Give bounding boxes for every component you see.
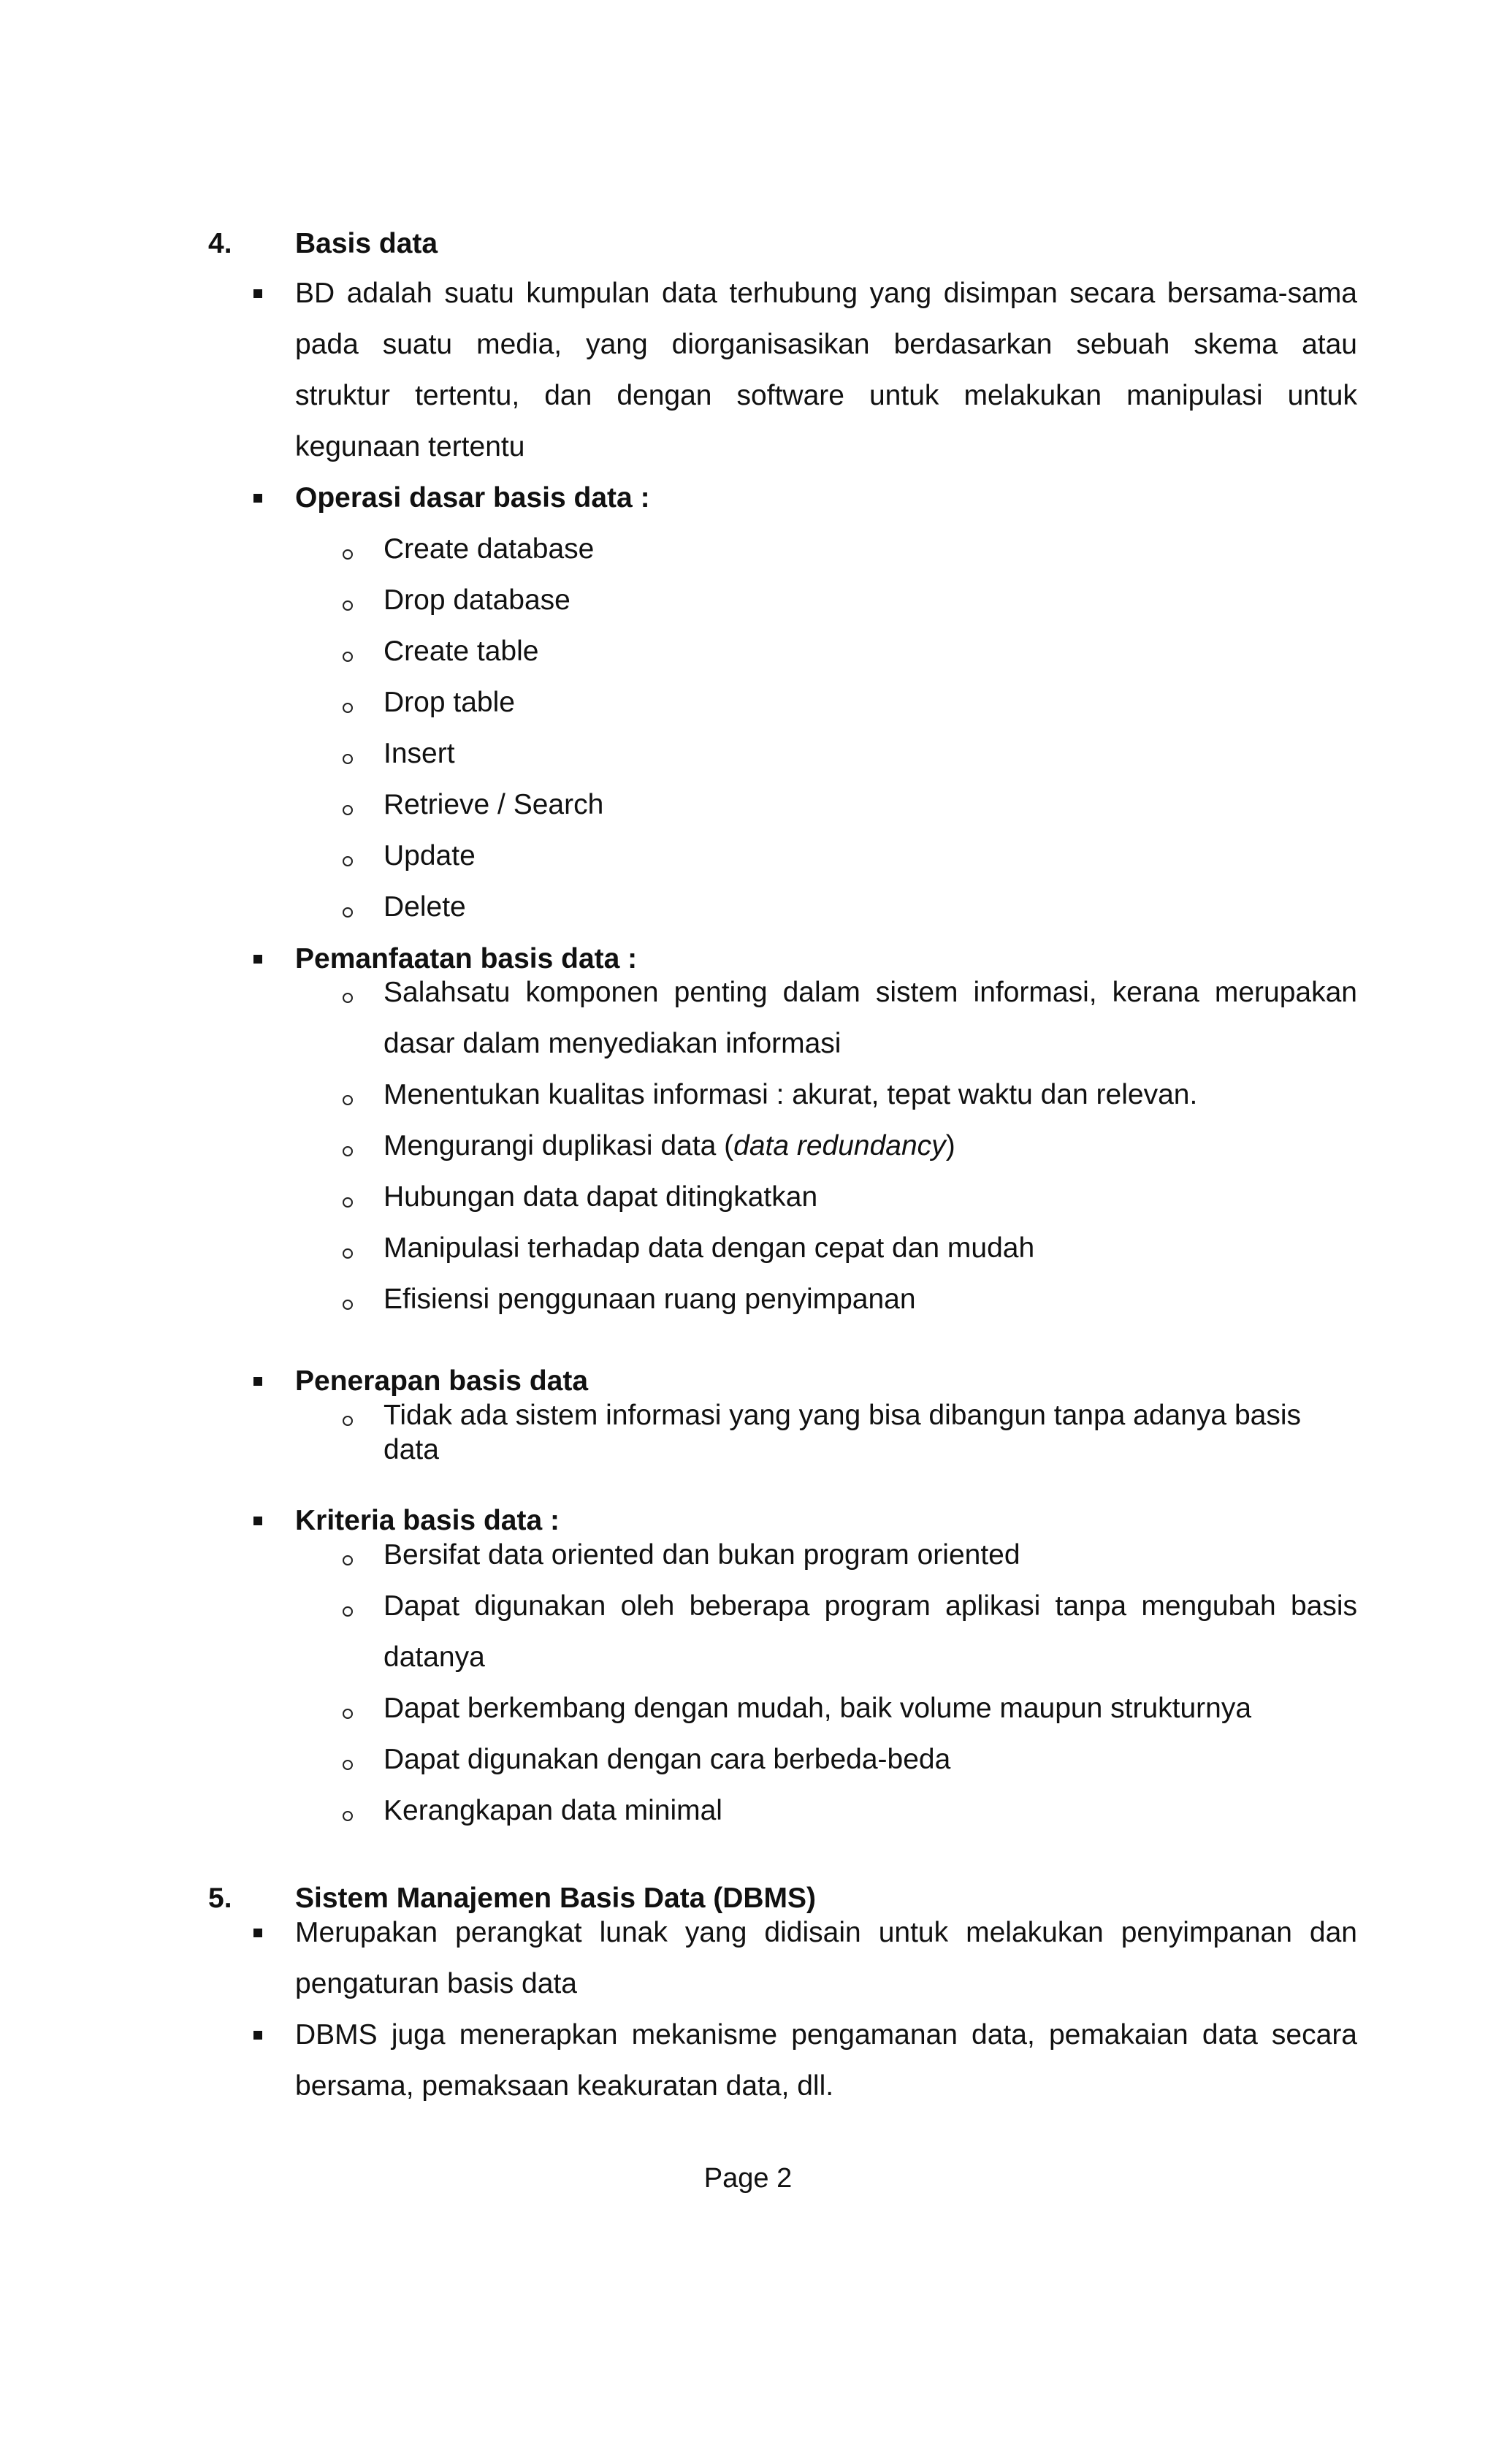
circle-bullet-icon <box>343 1555 353 1565</box>
dbms-item-1-line-1: Merupakan perangkat lunak yang didisain untuk melakukan penyimpanan dan <box>295 1917 1357 1948</box>
square-bullet-icon <box>253 494 262 503</box>
definition-line-2: pada suatu media, yang diorganisasikan berdasarkan sebuah skema atau <box>295 329 1357 360</box>
pemanfaatan-item-1-line-1: Salahsatu komponen penting dalam sistem informasi, kerana merupakan <box>383 977 1357 1008</box>
pemanfaatan-title: Pemanfaatan basis data : <box>295 943 638 974</box>
definition-line-3: struktur tertentu, dan dengan software untuk melakukan manipulasi untuk <box>295 380 1357 411</box>
circle-bullet-icon <box>343 1811 353 1821</box>
circle-bullet-icon <box>343 1416 353 1426</box>
circle-bullet-icon <box>343 993 353 1003</box>
pemanfaatan-item-3-suffix: ) <box>945 1130 955 1162</box>
circle-bullet-icon <box>343 805 353 815</box>
circle-bullet-icon <box>343 1606 353 1617</box>
circle-bullet-icon <box>343 1709 353 1719</box>
penerapan-item-1-line-2: data <box>383 1434 439 1465</box>
circle-bullet-icon <box>343 1146 353 1156</box>
operasi-item: Delete <box>383 891 466 923</box>
operasi-item: Drop database <box>383 584 570 616</box>
square-bullet-icon <box>253 1377 262 1386</box>
circle-bullet-icon <box>343 907 353 918</box>
circle-bullet-icon <box>343 1197 353 1208</box>
pemanfaatan-item-3-prefix: Mengurangi duplikasi data ( <box>383 1130 734 1162</box>
pemanfaatan-item-2: Menentukan kualitas informasi : akurat, tepat waktu dan relevan. <box>383 1079 1198 1110</box>
definition-line-1: BD adalah suatu kumpulan data terhubung yang disimpan secara bersama-sama <box>295 278 1357 309</box>
square-bullet-icon <box>253 289 262 298</box>
pemanfaatan-item-5: Manipulasi terhadap data dengan cepat dan mudah <box>383 1232 1035 1264</box>
dbms-item-2-line-1: DBMS juga menerapkan mekanisme pengamanan data, pemakaian data secara <box>295 2019 1357 2051</box>
operasi-item: Create database <box>383 533 595 565</box>
section-4-title: Basis data <box>295 228 438 259</box>
square-bullet-icon <box>253 1929 262 1937</box>
definition-line-4: kegunaan tertentu <box>295 431 525 462</box>
circle-bullet-icon <box>343 600 353 611</box>
operasi-item: Insert <box>383 738 455 769</box>
kriteria-item-5: Kerangkapan data minimal <box>383 1795 722 1826</box>
kriteria-item-2-line-2: datanya <box>383 1641 485 1673</box>
section-4-number: 4. <box>208 228 232 259</box>
pemanfaatan-item-3-italic: data redundancy <box>733 1130 946 1162</box>
page-number: Page 2 <box>703 2163 793 2194</box>
operasi-title: Operasi dasar basis data : <box>295 482 650 514</box>
penerapan-title: Penerapan basis data <box>295 1365 589 1397</box>
circle-bullet-icon <box>343 856 353 866</box>
operasi-item: Update <box>383 840 476 871</box>
circle-bullet-icon <box>343 1095 353 1105</box>
kriteria-title: Kriteria basis data : <box>295 1505 560 1536</box>
section-5-number: 5. <box>208 1883 232 1914</box>
square-bullet-icon <box>253 1517 262 1525</box>
circle-bullet-icon <box>343 703 353 713</box>
dbms-item-2-line-2: bersama, pemaksaan keakuratan data, dll. <box>295 2070 834 2102</box>
operasi-item: Create table <box>383 636 539 667</box>
circle-bullet-icon <box>343 549 353 560</box>
circle-bullet-icon <box>343 754 353 764</box>
kriteria-item-2-line-1: Dapat digunakan oleh beberapa program aplikasi tanpa mengubah basis <box>383 1590 1357 1622</box>
circle-bullet-icon <box>343 1248 353 1259</box>
pemanfaatan-item-1-line-2: dasar dalam menyediakan informasi <box>383 1028 842 1059</box>
pemanfaatan-item-3 <box>383 1129 955 1163</box>
square-bullet-icon <box>253 955 262 964</box>
kriteria-item-4: Dapat digunakan dengan cara berbeda-beda <box>383 1744 951 1775</box>
operasi-item: Drop table <box>383 687 515 718</box>
circle-bullet-icon <box>343 1300 353 1310</box>
dbms-item-1-line-2: pengaturan basis data <box>295 1968 577 1999</box>
operasi-item: Retrieve / Search <box>383 789 604 820</box>
kriteria-item-1: Bersifat data oriented dan bukan program oriented <box>383 1539 1020 1571</box>
section-5-title: Sistem Manajemen Basis Data (DBMS) <box>295 1883 817 1914</box>
pemanfaatan-item-6: Efisiensi penggunaan ruang penyimpanan <box>383 1284 916 1315</box>
circle-bullet-icon <box>343 652 353 662</box>
square-bullet-icon <box>253 2031 262 2040</box>
pemanfaatan-item-4: Hubungan data dapat ditingkatkan <box>383 1181 818 1213</box>
penerapan-item-1-line-1: Tidak ada sistem informasi yang yang bisa dibangun tanpa adanya basis <box>383 1400 1301 1431</box>
kriteria-item-3: Dapat berkembang dengan mudah, baik volume maupun strukturnya <box>383 1693 1252 1724</box>
circle-bullet-icon <box>343 1760 353 1770</box>
